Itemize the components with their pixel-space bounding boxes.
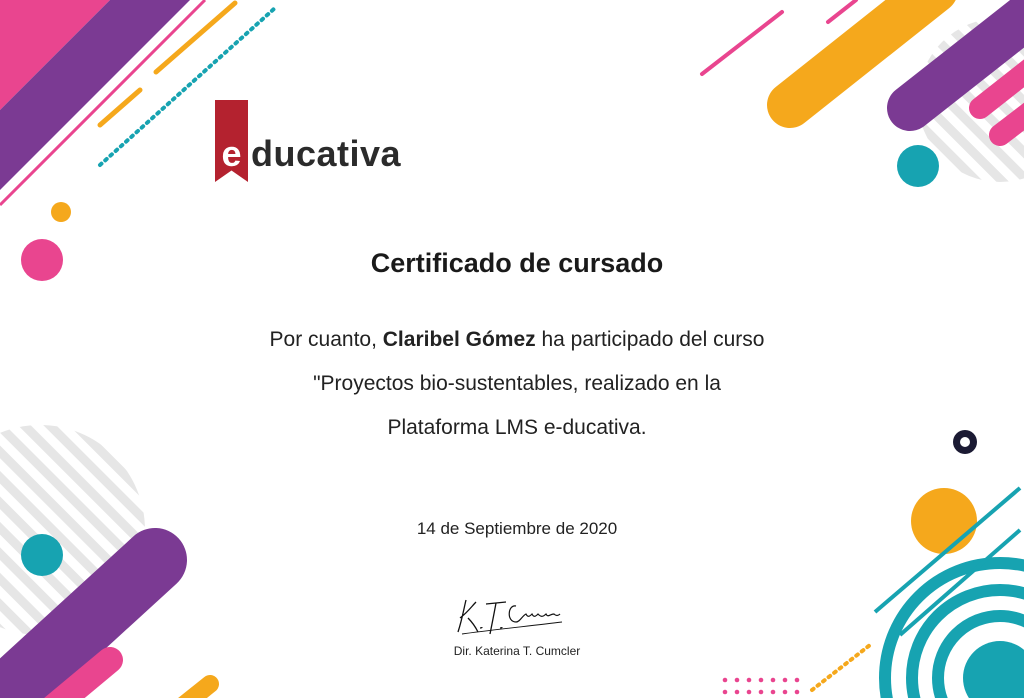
- educativa-logo: [215, 100, 415, 184]
- certificate-date: 14 de Septiembre de 2020: [416, 519, 618, 538]
- body-line-2: "Proyectos bio-sustentables, realizado en la: [313, 372, 721, 395]
- student-name: Claribel Gómez: [382, 328, 536, 351]
- body-line-3: Plataforma LMS e-ducativa.: [387, 416, 647, 439]
- signature-image: [450, 592, 570, 638]
- certificate-title: Certificado de cursado: [370, 248, 664, 278]
- body-line-1: [0, 318, 1024, 362]
- line1-prefix: Por cuanto,: [269, 328, 383, 351]
- line1-suffix: ha participado del curso: [535, 328, 765, 351]
- top-right-decoration: [702, 0, 1024, 187]
- logo-first-letter: e: [221, 133, 242, 174]
- signer-name: Dir. Katerina T. Cumcler: [453, 644, 581, 658]
- certificate-body: [0, 318, 1024, 450]
- logo-wordmark: ducativa: [251, 133, 402, 174]
